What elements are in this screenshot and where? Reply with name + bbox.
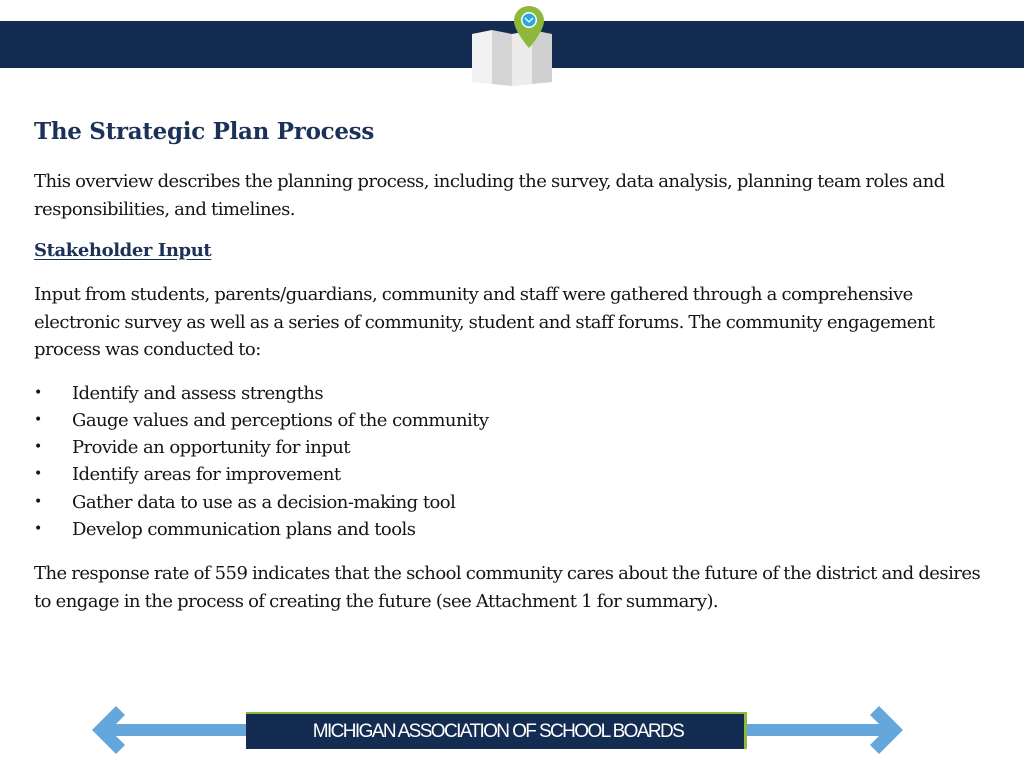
list-item: • Provide an opportunity for input	[34, 434, 994, 461]
list-item: • Gather data to use as a decision-making tool	[34, 489, 994, 516]
response-paragraph: The response rate of 559 indicates that the school community cares about the future of the district and desires to engage in the process of creating the future (see Attachment 1 for summary).	[34, 563, 981, 612]
arrow-right-icon[interactable]	[745, 706, 903, 754]
bullet-icon: •	[34, 411, 42, 428]
intro-paragraph: This overview describes the planning process, including the survey, data analysis, planning team roles and responsibilities, and timelines.	[34, 171, 945, 220]
bullet-icon: •	[34, 466, 42, 483]
list-item: • Develop communication plans and tools	[34, 516, 994, 543]
bullet-icon: •	[34, 439, 42, 456]
engagement-goals-list	[34, 380, 994, 544]
list-item: • Identify areas for improvement	[34, 461, 994, 488]
footer	[0, 700, 1024, 762]
page-title: The Strategic Plan Process	[34, 118, 374, 145]
organization-banner	[246, 712, 747, 749]
arrow-left-icon[interactable]	[92, 706, 250, 754]
bullet-icon: •	[34, 493, 42, 510]
list-item: • Gauge values and perceptions of the community	[34, 407, 994, 434]
page-content	[34, 116, 994, 615]
list-item: • Identify and assess strengths	[34, 380, 994, 407]
bullet-icon: •	[34, 520, 42, 537]
stakeholder-paragraph: Input from students, parents/guardians, community and staff were gathered through a comprehensive electronic survey as well as a series of community, student and staff forums. The community engagement process was conducted to:	[34, 284, 935, 360]
folded-map-pin-icon	[470, 4, 556, 86]
section-heading-stakeholder-input: Stakeholder Input	[34, 240, 212, 261]
organization-name: MICHIGAN ASSOCIATION OF SCHOOL BOARDS	[312, 720, 684, 742]
bullet-icon: •	[34, 384, 42, 401]
